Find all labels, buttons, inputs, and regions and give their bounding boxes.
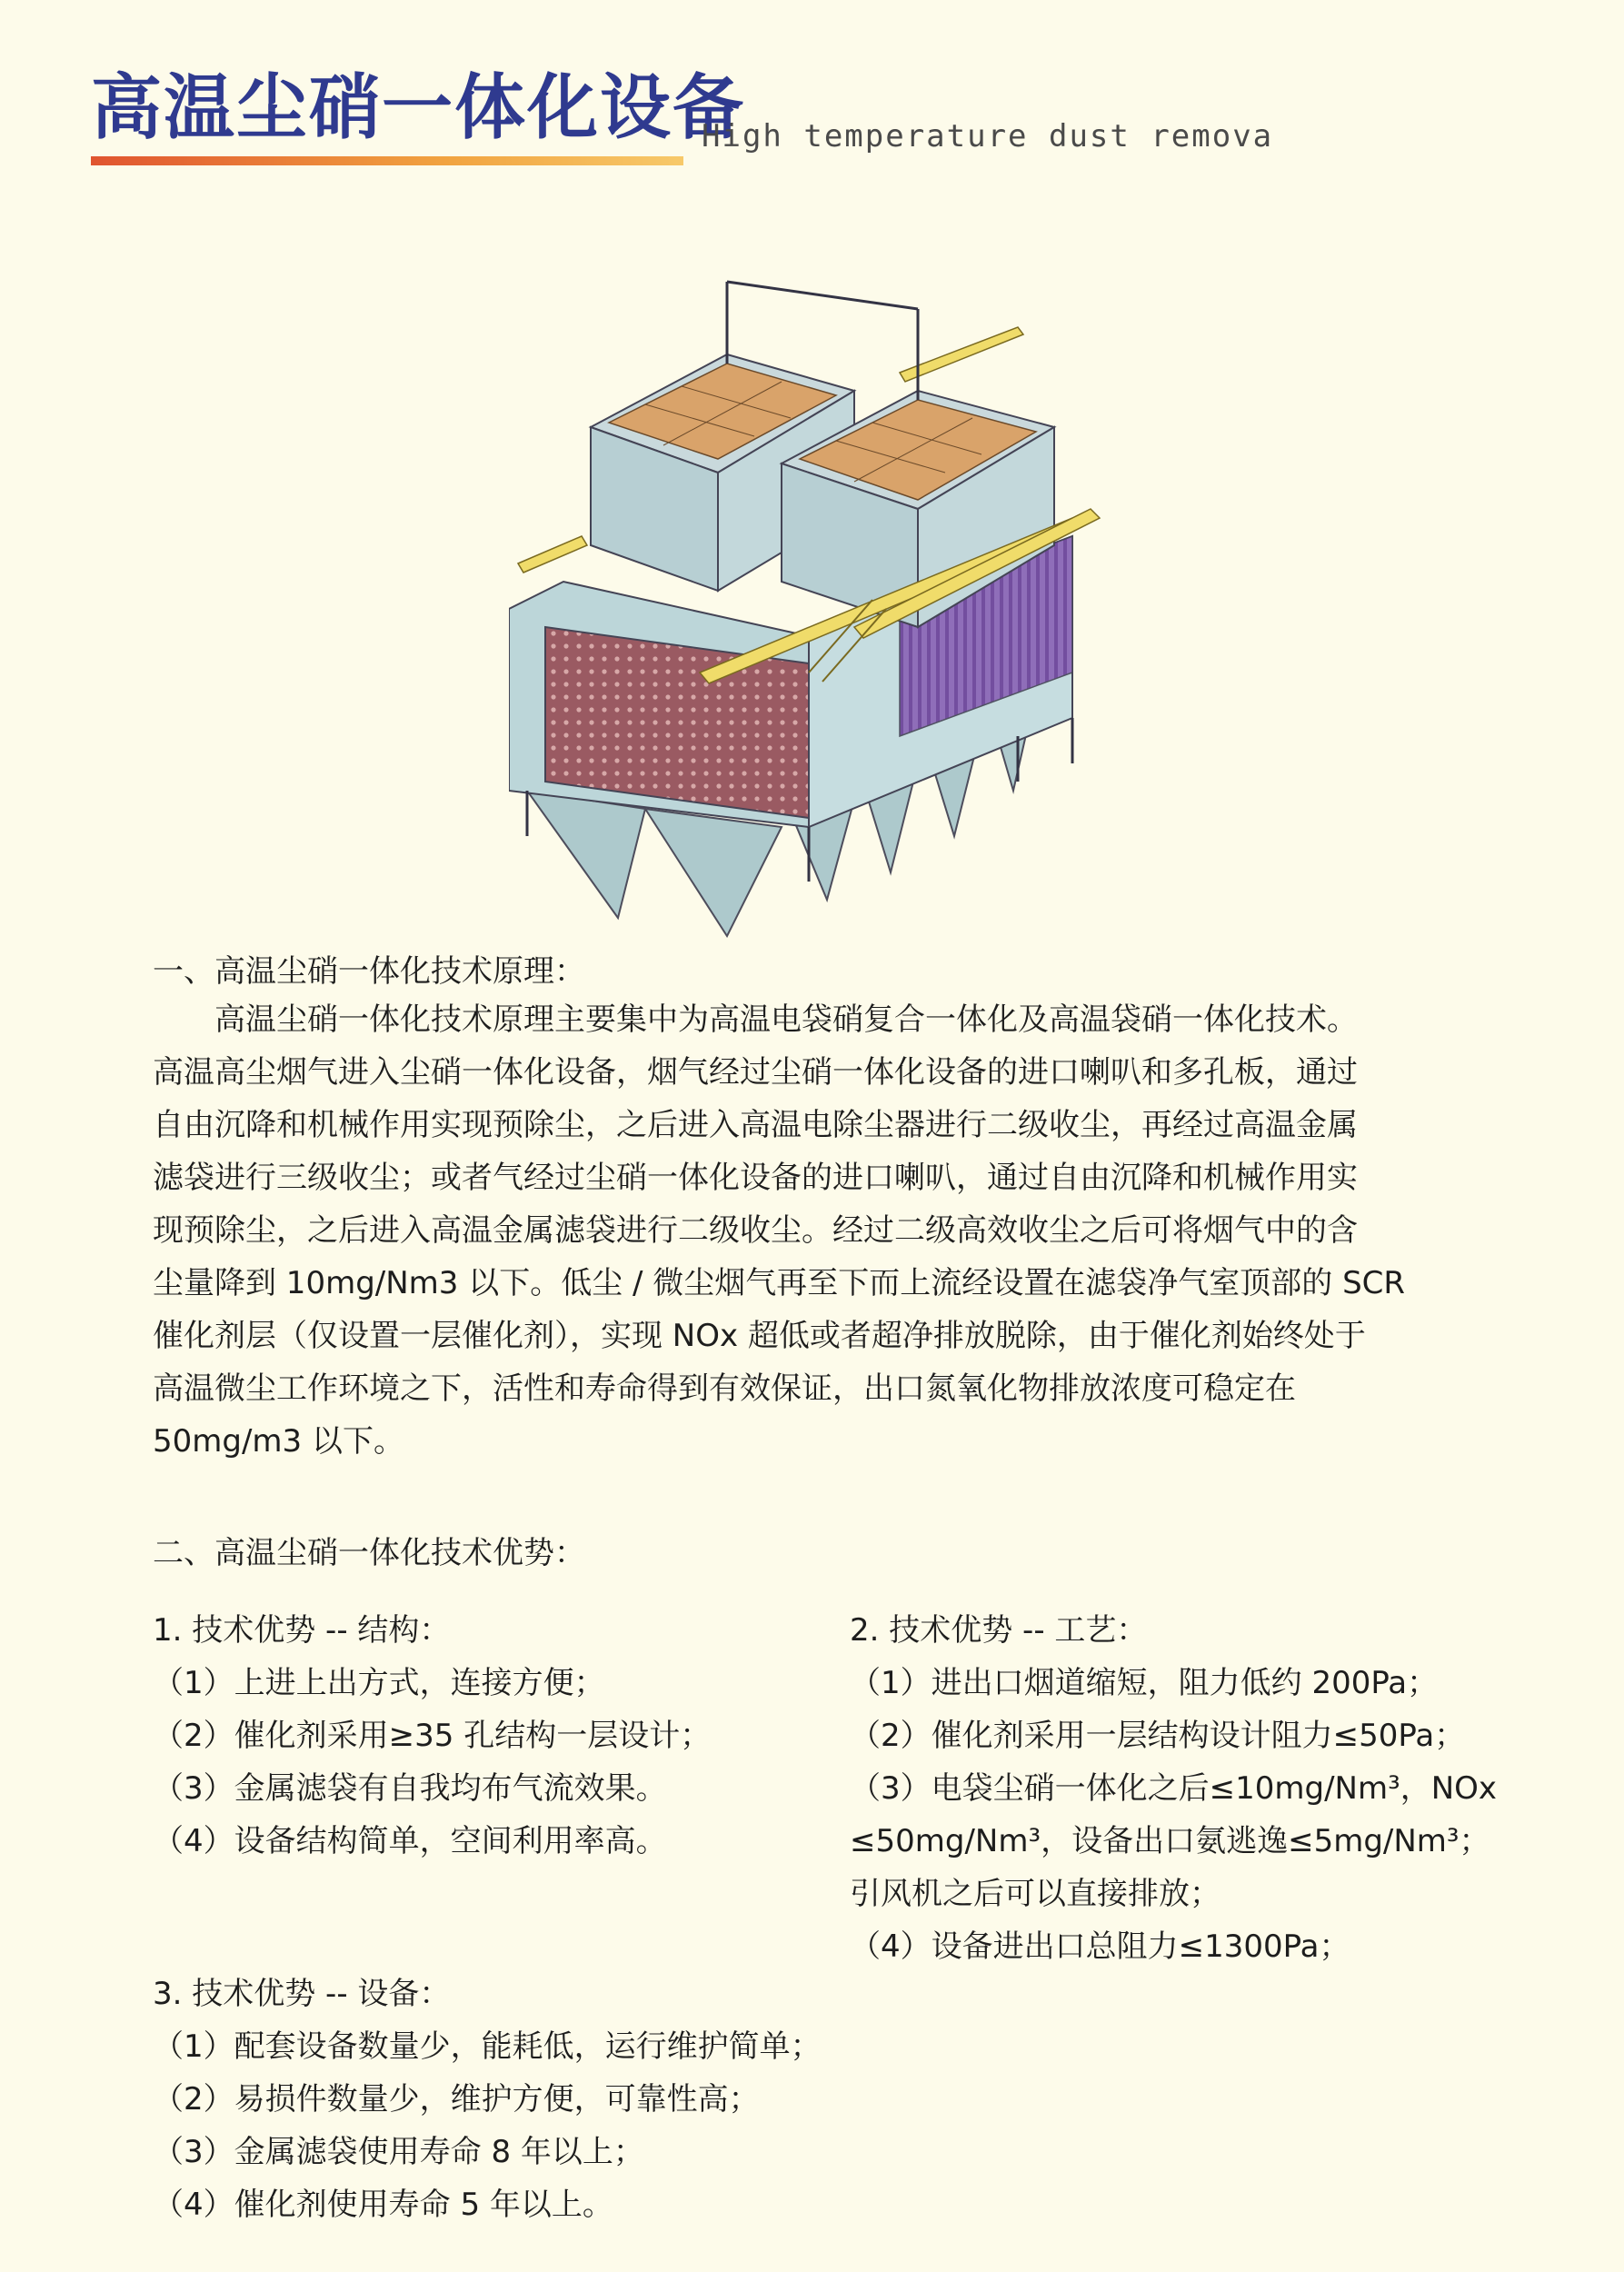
section1-line: 高温尘硝一体化技术原理主要集中为高温电袋硝复合一体化及高温袋硝一体化技术。 [153, 1001, 1358, 1038]
list-item: （1）配套设备数量少，能耗低，运行维护简单； [153, 2028, 822, 2065]
structure-title: 1. 技术优势 -- 结构： [153, 1612, 451, 1649]
section1-line: 滤袋进行三级收尘；或者气经过尘硝一体化设备的进口喇叭，通过自由沉降和机械作用实 [153, 1160, 1358, 1196]
section2-heading: 二、高温尘硝一体化技术优势： [153, 1535, 585, 1571]
section1-line: 高温高尘烟气进入尘硝一体化设备，烟气经过尘硝一体化设备的进口喇叭和多孔板，通过 [153, 1054, 1358, 1091]
list-item: （1）进出口烟道缩短，阻力低约 200Pa； [850, 1665, 1439, 1701]
list-item: （4）设备结构简单，空间利用率高。 [153, 1823, 667, 1859]
list-item: （2）催化剂采用一层结构设计阻力≤50Pa； [850, 1718, 1466, 1754]
equipment-advantages [153, 1968, 822, 2231]
equipment-title: 3. 技术优势 -- 设备： [153, 1976, 451, 2012]
list-item: （2）易损件数量少，维护方便，可靠性高； [153, 2081, 760, 2118]
section1-heading: 一、高温尘硝一体化技术原理： [153, 953, 585, 990]
list-item: ≤50mg/Nm³，设备出口氨逃逸≤5mg/Nm³； [850, 1823, 1490, 1859]
section1-line: 催化剂层（仅设置一层催化剂），实现 NOx 超低或者超净排放脱除，由于催化剂始终处于 [153, 1318, 1366, 1354]
section1-line: 现预除尘，之后进入高温金属滤袋进行二级收尘。经过二级高效收尘之后可将烟气中的含 [153, 1212, 1358, 1249]
section1-line: 高温微尘工作环境之下，活性和寿命得到有效保证，出口氮氧化物排放浓度可稳定在 [153, 1370, 1296, 1407]
list-item: （3）金属滤袋有自我均布气流效果。 [153, 1770, 667, 1807]
page-header [91, 67, 746, 149]
structure-advantages [153, 1604, 711, 1868]
section1-line: 自由沉降和机械作用实现预除尘，之后进入高温电除尘器进行二级收尘，再经过高温金属 [153, 1107, 1358, 1143]
list-item: （4）催化剂使用寿命 5 年以上。 [153, 2187, 613, 2223]
page-subtitle: High temperature dust remova [702, 118, 1274, 154]
section1-line: 50mg/m3 以下。 [153, 1423, 404, 1460]
list-item: （4）设备进出口总阻力≤1300Pa； [850, 1928, 1350, 1965]
list-item: （3）电袋尘硝一体化之后≤10mg/Nm³，NOx [850, 1770, 1498, 1807]
process-title: 2. 技术优势 -- 工艺： [850, 1612, 1148, 1649]
title-underline [91, 156, 683, 165]
section1-line: 尘量降到 10mg/Nm3 以下。低尘 / 微尘烟气再至下而上流经设置在滤袋净气室顶部的 SCR [153, 1265, 1406, 1301]
list-item: （2）催化剂采用≥35 孔结构一层设计； [153, 1718, 712, 1754]
section1-body [153, 993, 1498, 1468]
process-advantages [850, 1604, 1497, 1973]
equipment-illustration [509, 245, 1145, 954]
list-item: 引风机之后可以直接排放； [850, 1876, 1220, 1912]
page-title: 高温尘硝一体化设备 [91, 67, 746, 149]
list-item: （3）金属滤袋使用寿命 8 年以上； [153, 2134, 644, 2170]
list-item: （1）上进上出方式，连接方便； [153, 1665, 605, 1701]
